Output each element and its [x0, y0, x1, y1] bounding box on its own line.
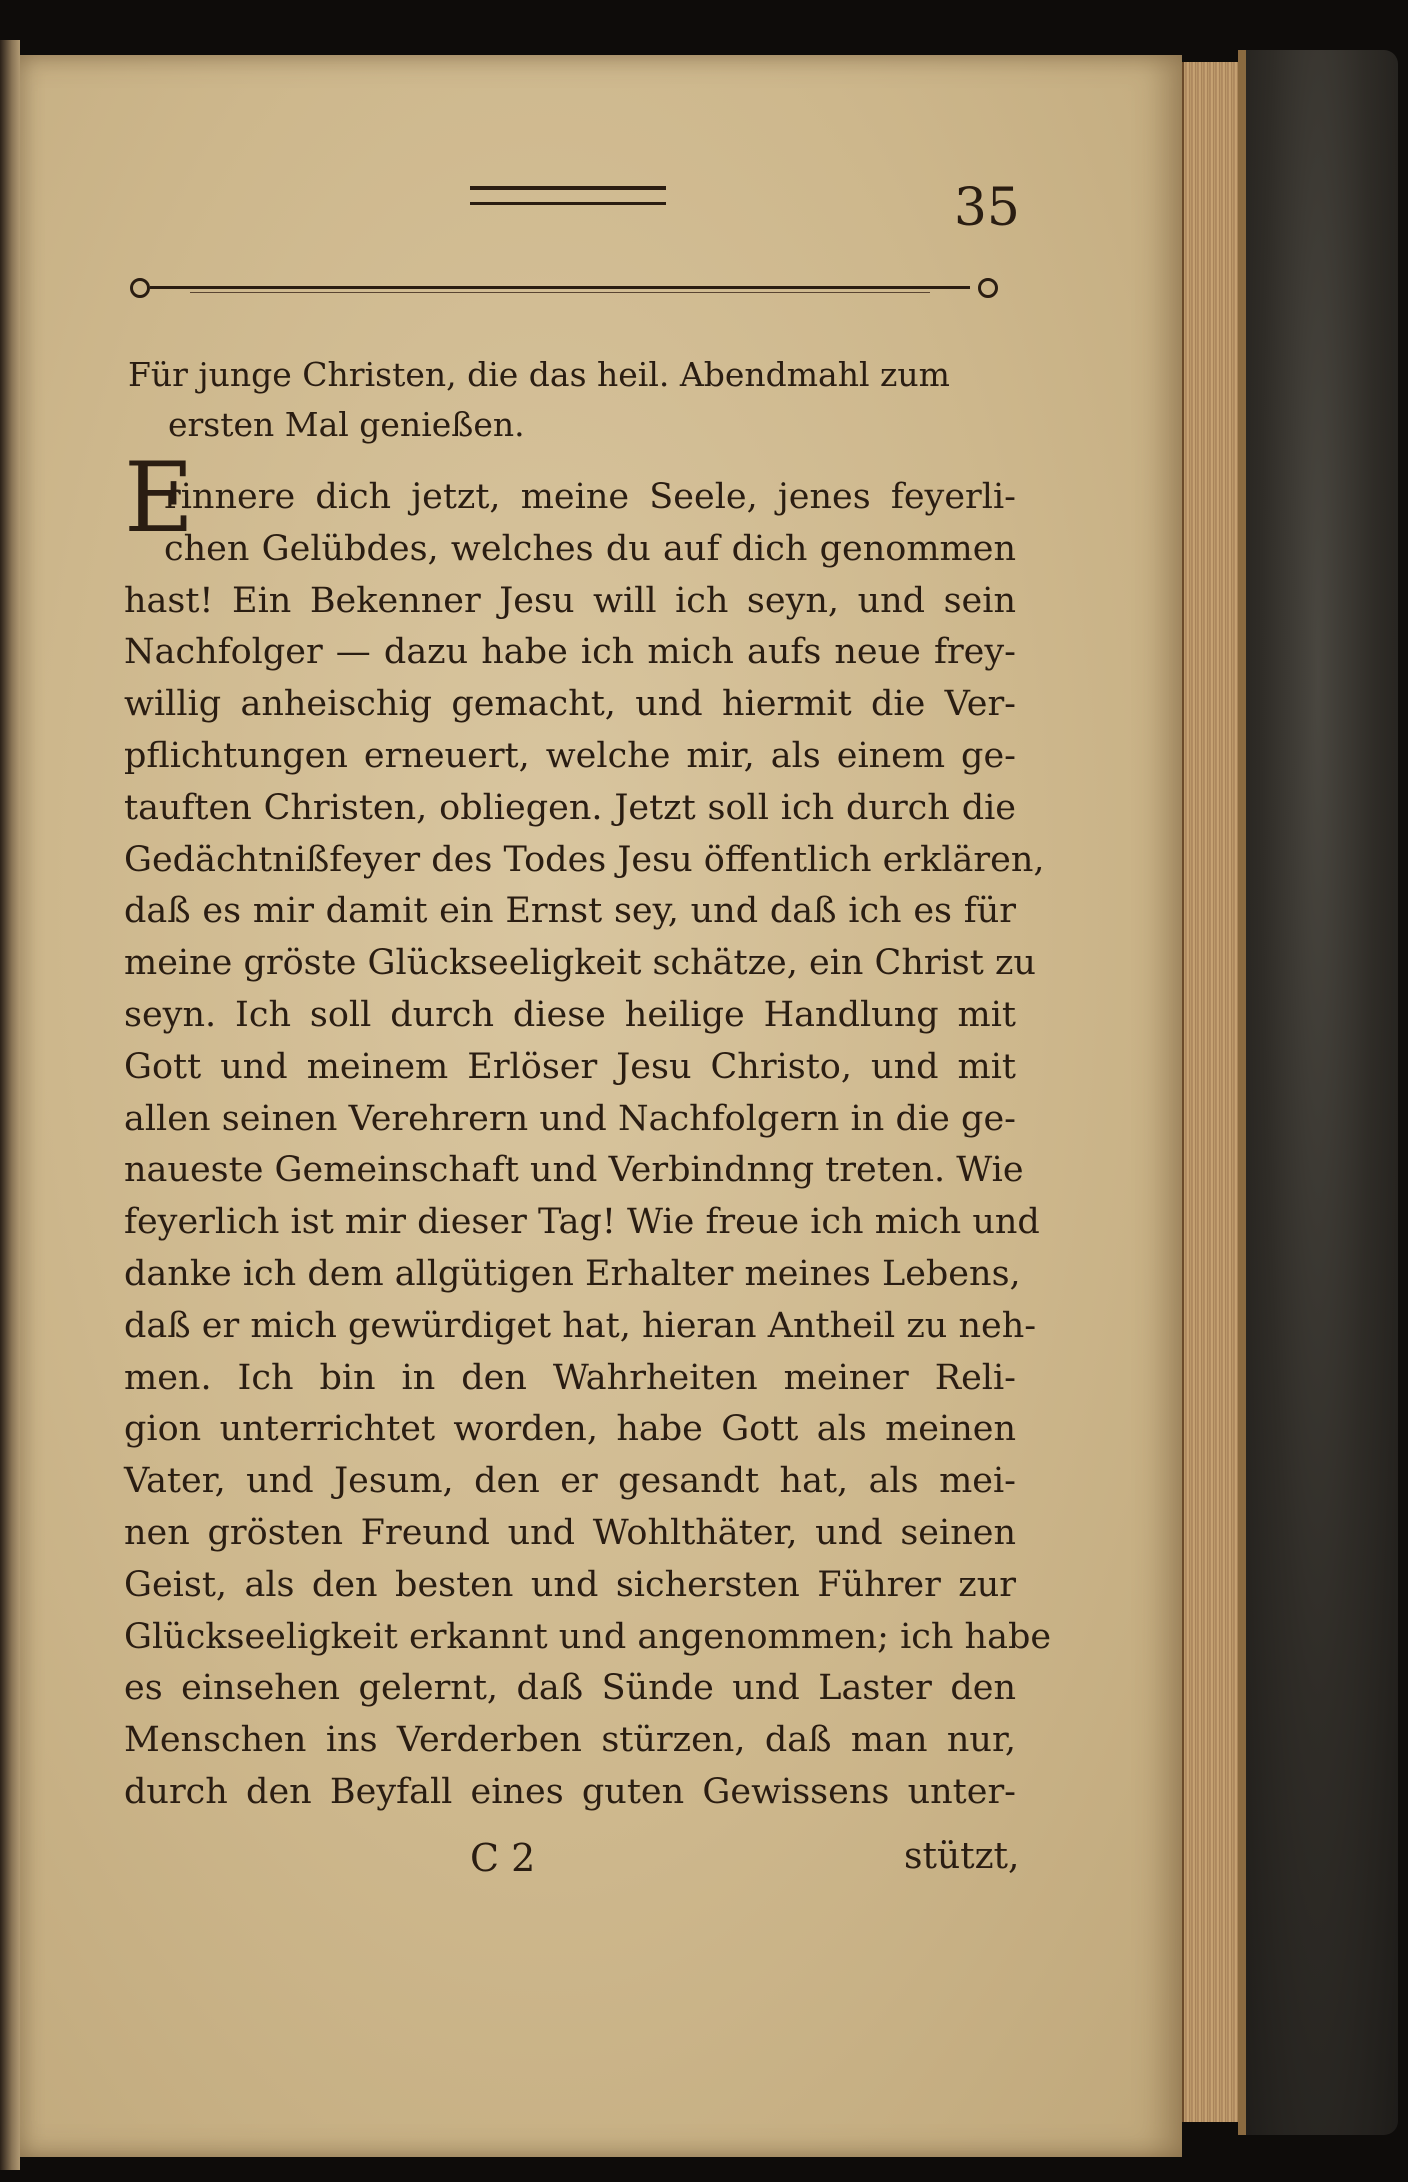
heading-line-1: Für junge Christen, die das heil. Abendmahl zum	[128, 355, 950, 394]
text-line: naueste Gemeinschaft und Verbindnng treten. Wie	[124, 1150, 1024, 1191]
text-line: seyn. Ich soll durch diese heilige Handlung mit	[124, 994, 1016, 1035]
cover-edge	[1238, 50, 1246, 2135]
text-line: Gott und meinem Erlöser Jesu Christo, und mit	[124, 1046, 1016, 1087]
catchword: stützt,	[904, 1836, 1020, 1877]
text-line: tauften Christen, obliegen. Jetzt soll ich durch die	[124, 787, 1016, 828]
ornament-rule	[150, 286, 970, 289]
heading-line-2: ersten Mal genießen.	[168, 405, 525, 444]
text-line: daß es mir damit ein Ernst sey, und daß ich es für	[124, 891, 1016, 932]
text-line: hast! Ein Bekenner Jesu will ich seyn, und sein	[124, 580, 1016, 621]
text-line: chen Gelübdes, welches du auf dich genommen	[164, 528, 1016, 569]
ornament-ring-left	[130, 278, 150, 298]
text-line: Nachfolger — dazu habe ich mich aufs neue frey-	[124, 632, 1016, 673]
text-line: willig anheischig gemacht, und hiermit die Ver-	[124, 684, 1016, 725]
text-line: nen grösten Freund und Wohlthäter, und seinen	[124, 1512, 1016, 1553]
text-line: Glückseeligkeit erkannt und angenommen; ich habe	[124, 1616, 1052, 1657]
section-heading	[128, 350, 1028, 450]
text-line: Gedächtnißfeyer des Todes Jesu öffentlich erklären,	[124, 839, 1045, 880]
text-line: Vater, und Jesum, den er gesandt hat, als mei-	[124, 1461, 1016, 1502]
text-line: meine gröste Glückseeligkeit schätze, ein Christ zu	[124, 943, 1036, 984]
text-line: feyerlich ist mir dieser Tag! Wie freue ich mich und	[124, 1202, 1040, 1243]
drop-cap: E	[124, 442, 195, 554]
text-line: rinnere dich jetzt, meine Seele, jenes feyerli-	[164, 477, 1016, 517]
text-line: daß er mich gewürdiget hat, hieran Antheil zu neh-	[124, 1305, 1037, 1346]
ornament-ring-right	[978, 278, 998, 298]
text-line: es einsehen gelernt, daß Sünde und Laster den	[124, 1668, 1016, 1709]
text-line: durch den Beyfall eines guten Gewissens unter-	[124, 1771, 1016, 1812]
page-number: 35	[953, 178, 1020, 238]
page-edges	[1182, 62, 1240, 2122]
signature-mark: C 2	[470, 1836, 536, 1880]
text-line: men. Ich bin in den Wahrheiten meiner Reli-	[124, 1357, 1016, 1398]
text-line: allen seinen Verehrern und Nachfolgern in die ge-	[124, 1098, 1016, 1139]
book-cover	[1238, 50, 1398, 2135]
text-line: Geist, als den besten und sichersten Führer zur	[124, 1564, 1016, 1605]
text-line: danke ich dem allgütigen Erhalter meines Lebens,	[124, 1253, 1021, 1294]
header-double-rule	[470, 186, 666, 205]
text-line: pflichtungen erneuert, welche mir, als einem ge-	[124, 735, 1016, 776]
text-line: gion unterrichtet worden, habe Gott als meinen	[124, 1409, 1016, 1450]
text-line: Menschen ins Verderben stürzen, daß man nur,	[124, 1720, 1016, 1761]
facing-page-edge	[0, 40, 20, 2170]
body-text	[124, 472, 1052, 1819]
